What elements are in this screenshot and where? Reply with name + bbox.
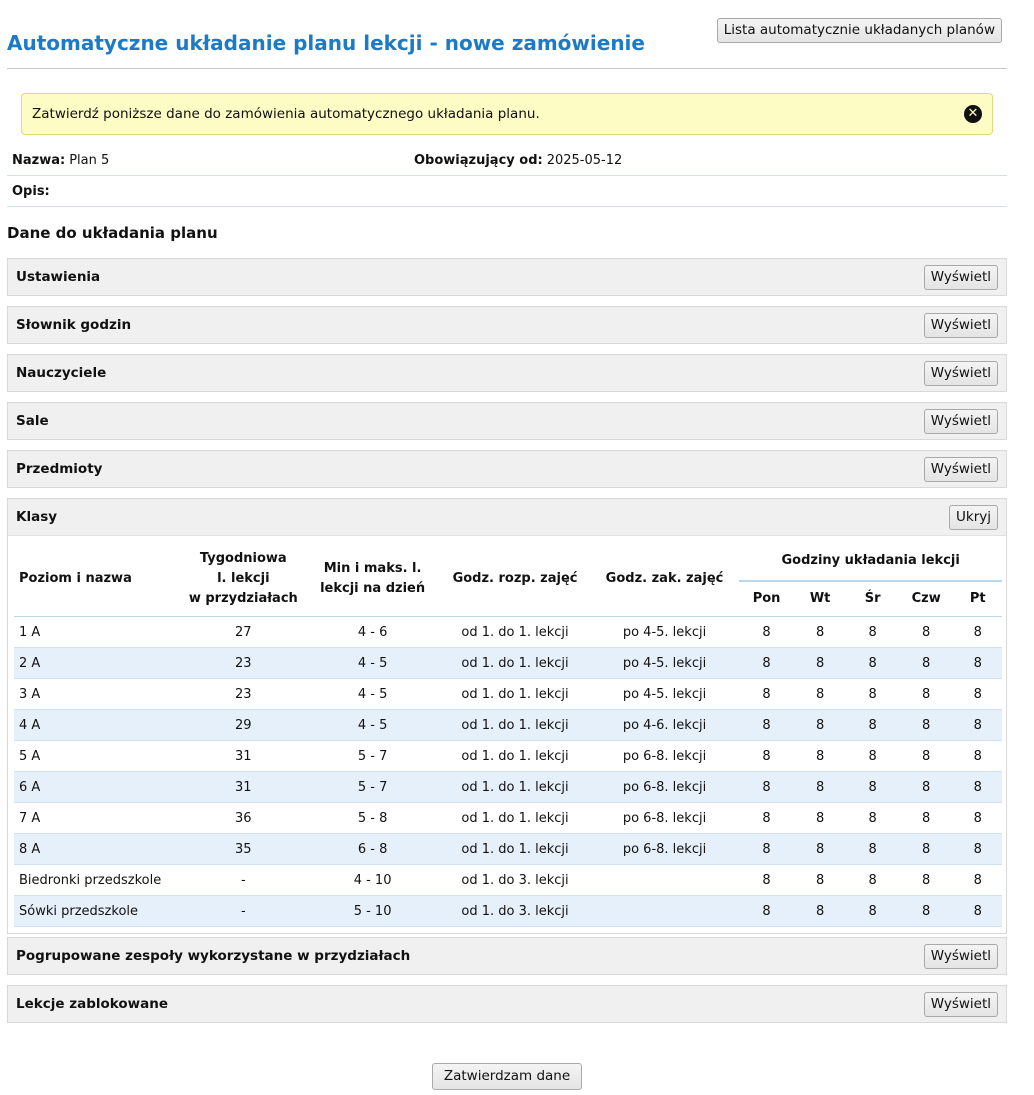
- min-max-cell: 4 - 5: [305, 710, 440, 741]
- panel-grouped-teams-label: Pogrupowane zespoły wykorzystane w przydziałach: [16, 948, 411, 964]
- plan-date-label: Obowiązujący od:: [414, 152, 543, 168]
- title-divider: [7, 68, 1007, 69]
- start-hours-cell: od 1. do 1. lekcji: [440, 772, 590, 803]
- hours-tue-cell: 8: [794, 710, 847, 741]
- table-row: [14, 772, 1002, 803]
- hours-tue-cell: 8: [794, 834, 847, 865]
- min-max-cell: 5 - 7: [305, 741, 440, 772]
- hours-wed-cell: 8: [846, 834, 899, 865]
- hours-fri-cell: 8: [953, 617, 1002, 648]
- table-row: [14, 741, 1002, 772]
- panel-teachers-toggle-button[interactable]: Wyświetl: [924, 361, 998, 386]
- classes-table-body: [14, 617, 1002, 927]
- plan-name-value: Plan 5: [69, 152, 110, 168]
- hours-tue-cell: 8: [794, 896, 847, 927]
- header-day-thu: Czw: [911, 591, 941, 606]
- min-max-cell: 4 - 5: [305, 679, 440, 710]
- hours-thu-cell: 8: [899, 710, 954, 741]
- class-name-cell: 5 A: [14, 741, 182, 772]
- header-end-hours: Godz. zak. zajęć: [605, 571, 724, 586]
- hours-wed-cell: 8: [846, 896, 899, 927]
- hours-wed-cell: 8: [846, 865, 899, 896]
- hours-mon-cell: 8: [739, 896, 794, 927]
- hours-fri-cell: 8: [953, 679, 1002, 710]
- panel-blocked-lessons-toggle-button[interactable]: Wyświetl: [924, 992, 998, 1017]
- header-start-hours: Godz. rozp. zajęć: [452, 571, 578, 586]
- panel-grouped-teams-toggle-button[interactable]: Wyświetl: [924, 944, 998, 969]
- hours-mon-cell: 8: [739, 710, 794, 741]
- panel-settings-label: Ustawienia: [16, 269, 101, 285]
- hours-tue-cell: 8: [794, 772, 847, 803]
- panel-classes-toggle-button[interactable]: Ukryj: [949, 505, 998, 530]
- start-hours-cell: od 1. do 3. lekcji: [440, 896, 590, 927]
- hours-mon-cell: 8: [739, 834, 794, 865]
- table-row: [14, 865, 1002, 896]
- hours-tue-cell: 8: [794, 679, 847, 710]
- hours-tue-cell: 8: [794, 803, 847, 834]
- start-hours-cell: od 1. do 1. lekcji: [440, 803, 590, 834]
- hours-tue-cell: 8: [794, 648, 847, 679]
- hours-fri-cell: 8: [953, 834, 1002, 865]
- end-hours-cell: po 4-5. lekcji: [590, 648, 740, 679]
- info-alert: [21, 93, 993, 135]
- plan-info-row: [7, 145, 1007, 176]
- hours-mon-cell: 8: [739, 648, 794, 679]
- header-minmax-line2: lekcji na dzień: [320, 581, 426, 596]
- header-weekly-line1: Tygodniowa: [199, 551, 287, 566]
- table-row: [14, 648, 1002, 679]
- plan-date-field: [414, 153, 622, 168]
- hours-wed-cell: 8: [846, 679, 899, 710]
- panel-hours-dictionary-toggle-button[interactable]: Wyświetl: [924, 313, 998, 338]
- hours-mon-cell: 8: [739, 772, 794, 803]
- class-name-cell: Sówki przedszkole: [14, 896, 182, 927]
- plan-description-label: Opis:: [12, 183, 50, 199]
- header-min-max: [305, 542, 440, 617]
- hours-fri-cell: 8: [953, 865, 1002, 896]
- class-name-cell: 8 A: [14, 834, 182, 865]
- end-hours-cell: po 6-8. lekcji: [590, 772, 740, 803]
- hours-wed-cell: 8: [846, 803, 899, 834]
- alert-message: Zatwierdź poniższe dane do zamówienia automatycznego układania planu.: [32, 106, 540, 122]
- table-row: [14, 679, 1002, 710]
- hours-wed-cell: 8: [846, 648, 899, 679]
- weekly-lessons-cell: 23: [182, 648, 305, 679]
- hours-tue-cell: 8: [794, 741, 847, 772]
- panel-classes-label: Klasy: [16, 509, 58, 525]
- section-title: Dane do układania planu: [7, 224, 218, 242]
- panel-grouped-teams: [7, 937, 1007, 975]
- table-row: [14, 617, 1002, 648]
- panel-blocked-lessons: [7, 985, 1007, 1023]
- hours-fri-cell: 8: [953, 803, 1002, 834]
- auto-plans-list-button[interactable]: Lista automatycznie układanych planów: [717, 18, 1002, 43]
- start-hours-cell: od 1. do 1. lekcji: [440, 834, 590, 865]
- close-icon[interactable]: ✕: [964, 105, 982, 123]
- hours-thu-cell: 8: [899, 896, 954, 927]
- start-hours-cell: od 1. do 3. lekcji: [440, 865, 590, 896]
- panel-settings: [7, 258, 1007, 296]
- hours-tue-cell: 8: [794, 617, 847, 648]
- start-hours-cell: od 1. do 1. lekcji: [440, 617, 590, 648]
- hours-mon-cell: 8: [739, 803, 794, 834]
- header-weekly-line3: w przydziałach: [188, 591, 298, 606]
- header-minmax-line1: Min i maks. l.: [323, 561, 422, 576]
- weekly-lessons-cell: 31: [182, 741, 305, 772]
- hours-wed-cell: 8: [846, 710, 899, 741]
- header-class-name: Poziom i nazwa: [19, 571, 132, 586]
- weekly-lessons-cell: -: [182, 896, 305, 927]
- class-name-cell: 4 A: [14, 710, 182, 741]
- start-hours-cell: od 1. do 1. lekcji: [440, 710, 590, 741]
- hours-thu-cell: 8: [899, 834, 954, 865]
- panel-hours-dictionary: [7, 306, 1007, 344]
- hours-wed-cell: 8: [846, 772, 899, 803]
- weekly-lessons-cell: 29: [182, 710, 305, 741]
- end-hours-cell: po 4-5. lekcji: [590, 679, 740, 710]
- hours-wed-cell: 8: [846, 741, 899, 772]
- weekly-lessons-cell: 27: [182, 617, 305, 648]
- hours-thu-cell: 8: [899, 648, 954, 679]
- hours-fri-cell: 8: [953, 648, 1002, 679]
- panel-rooms-label: Sale: [16, 413, 49, 429]
- min-max-cell: 5 - 8: [305, 803, 440, 834]
- hours-tue-cell: 8: [794, 865, 847, 896]
- hours-fri-cell: 8: [953, 710, 1002, 741]
- class-name-cell: Biedronki przedszkole: [14, 865, 182, 896]
- start-hours-cell: od 1. do 1. lekcji: [440, 648, 590, 679]
- hours-thu-cell: 8: [899, 803, 954, 834]
- plan-name-field: [12, 153, 414, 168]
- panel-teachers: [7, 354, 1007, 392]
- weekly-lessons-cell: 35: [182, 834, 305, 865]
- weekly-lessons-cell: -: [182, 865, 305, 896]
- min-max-cell: 4 - 6: [305, 617, 440, 648]
- panel-hours-dictionary-label: Słownik godzin: [16, 317, 132, 333]
- end-hours-cell: po 6-8. lekcji: [590, 834, 740, 865]
- table-row: [14, 710, 1002, 741]
- header-day-tue: Wt: [809, 591, 831, 606]
- panel-classes: [7, 498, 1007, 934]
- class-name-cell: 2 A: [14, 648, 182, 679]
- hours-wed-cell: 8: [846, 617, 899, 648]
- plan-date-value: 2025-05-12: [546, 152, 623, 168]
- confirm-data-button[interactable]: Zatwierdzam dane: [432, 1063, 582, 1090]
- header-hours-group: Godziny układania lekcji: [739, 542, 1002, 581]
- page-title: Automatyczne układanie planu lekcji - nowe zamówienie: [7, 31, 645, 55]
- end-hours-cell: po 4-6. lekcji: [590, 710, 740, 741]
- panel-blocked-lessons-label: Lekcje zablokowane: [16, 996, 168, 1012]
- header-weekly-line2: l. lekcji: [217, 571, 270, 586]
- hours-fri-cell: 8: [953, 741, 1002, 772]
- min-max-cell: 4 - 10: [305, 865, 440, 896]
- end-hours-cell: [590, 865, 740, 896]
- weekly-lessons-cell: 36: [182, 803, 305, 834]
- hours-fri-cell: 8: [953, 772, 1002, 803]
- plan-description-row: [7, 176, 1007, 207]
- header-weekly-lessons: [182, 542, 305, 617]
- hours-thu-cell: 8: [899, 679, 954, 710]
- panel-settings-toggle-button[interactable]: Wyświetl: [924, 265, 998, 290]
- table-row: [14, 803, 1002, 834]
- hours-thu-cell: 8: [899, 772, 954, 803]
- panel-subjects-toggle-button[interactable]: Wyświetl: [924, 457, 998, 482]
- end-hours-cell: po 6-8. lekcji: [590, 741, 740, 772]
- hours-thu-cell: 8: [899, 617, 954, 648]
- panel-subjects: [7, 450, 1007, 488]
- header-day-fri: Pt: [969, 591, 986, 606]
- panel-subjects-label: Przedmioty: [16, 461, 103, 477]
- min-max-cell: 5 - 7: [305, 772, 440, 803]
- class-name-cell: 7 A: [14, 803, 182, 834]
- panel-rooms-toggle-button[interactable]: Wyświetl: [924, 409, 998, 434]
- table-row: [14, 834, 1002, 865]
- table-row: [14, 896, 1002, 927]
- hours-thu-cell: 8: [899, 865, 954, 896]
- hours-mon-cell: 8: [739, 865, 794, 896]
- class-name-cell: 6 A: [14, 772, 182, 803]
- start-hours-cell: od 1. do 1. lekcji: [440, 741, 590, 772]
- hours-mon-cell: 8: [739, 617, 794, 648]
- class-name-cell: 1 A: [14, 617, 182, 648]
- panel-rooms: [7, 402, 1007, 440]
- classes-table: [14, 542, 1002, 927]
- hours-fri-cell: 8: [953, 896, 1002, 927]
- hours-thu-cell: 8: [899, 741, 954, 772]
- min-max-cell: 4 - 5: [305, 648, 440, 679]
- hours-mon-cell: 8: [739, 679, 794, 710]
- min-max-cell: 6 - 8: [305, 834, 440, 865]
- hours-mon-cell: 8: [739, 741, 794, 772]
- start-hours-cell: od 1. do 1. lekcji: [440, 679, 590, 710]
- weekly-lessons-cell: 23: [182, 679, 305, 710]
- end-hours-cell: po 6-8. lekcji: [590, 803, 740, 834]
- end-hours-cell: po 4-5. lekcji: [590, 617, 740, 648]
- weekly-lessons-cell: 31: [182, 772, 305, 803]
- class-name-cell: 3 A: [14, 679, 182, 710]
- min-max-cell: 5 - 10: [305, 896, 440, 927]
- classes-table-wrapper: [8, 535, 1006, 933]
- header-day-wed: Śr: [864, 591, 881, 606]
- plan-name-label: Nazwa:: [12, 152, 66, 168]
- end-hours-cell: [590, 896, 740, 927]
- header-day-mon: Pon: [752, 591, 781, 606]
- panel-teachers-label: Nauczyciele: [16, 365, 107, 381]
